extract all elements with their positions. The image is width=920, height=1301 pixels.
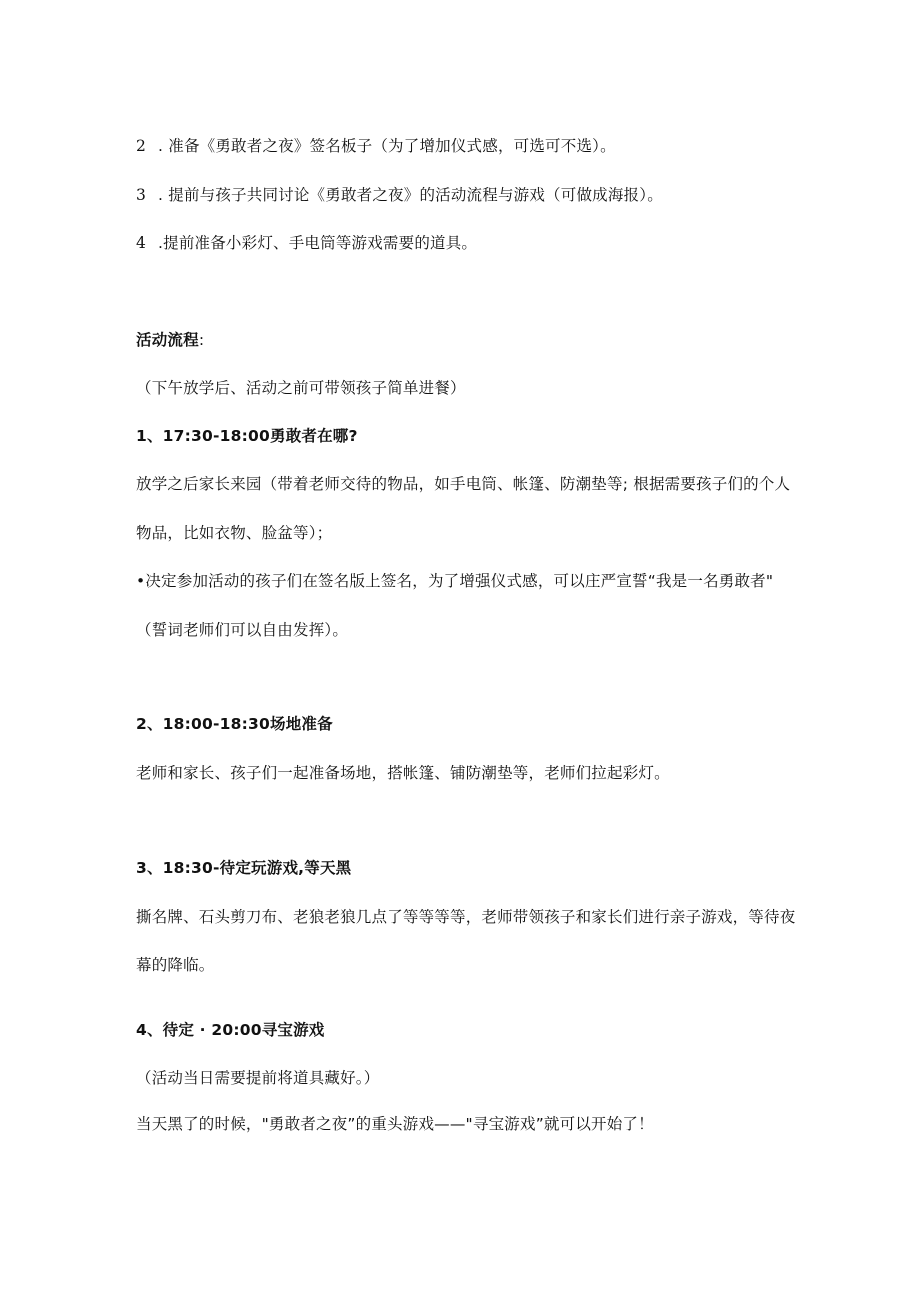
section-4-line-1: （活动当日需要提前将道具藏好。）	[136, 1069, 380, 1087]
prep-item-text: .提前准备小彩灯、手电筒等游戏需要的道具。	[158, 234, 478, 252]
flow-title	[136, 330, 204, 350]
flow-title-suffix: :	[198, 331, 205, 349]
prep-item-number: 3	[136, 186, 147, 204]
prep-item-text: . 准备《勇敢者之夜》签名板子（为了增加仪式感，可选可不选）。	[158, 137, 616, 155]
section-3-line-1: 撕名牌、石头剪刀布、老狼老狼几点了等等等等，老师带领孩子和家长们进行亲子游戏，等待夜	[136, 908, 796, 926]
prep-item-2	[136, 136, 616, 156]
flow-note: （下午放学后、活动之前可带领孩子简单进餐）	[136, 379, 466, 397]
section-1-line-2: 物品，比如衣物、脸盆等）；	[136, 524, 333, 542]
prep-item-3	[136, 185, 663, 205]
prep-item-4	[136, 233, 477, 253]
prep-item-number: 4	[136, 234, 147, 252]
prep-item-number: 2	[136, 137, 147, 155]
section-heading-1: 1、17:30-18:00勇敢者在哪?	[136, 427, 358, 445]
section-heading-2: 2、18:00-18:30场地准备	[136, 715, 333, 733]
section-2-line-1: 老师和家长、孩子们一起准备场地，搭帐篷、铺防潮垫等，老师们拉起彩灯。	[136, 764, 670, 782]
section-3-line-2: 幕的降临。	[136, 956, 215, 974]
flow-title-text: 活动流程	[136, 331, 199, 349]
section-1-line-1: 放学之后家长来园（带着老师交待的物品，如手电筒、帐篷、防潮垫等; 根据需要孩子们的个人	[136, 475, 791, 493]
section-heading-3: 3、18:30-待定玩游戏,等天黑	[136, 859, 352, 877]
section-4-line-2: 当天黑了的时候，"勇敢者之夜”的重头游戏——"寻宝游戏”就可以开始了！	[136, 1115, 654, 1133]
section-1-line-3: •决定参加活动的孩子们在签名版上签名，为了增强仪式感，可以庄严宣誓“我是一名勇敢者"	[136, 572, 774, 590]
prep-item-text: . 提前与孩子共同讨论《勇敢者之夜》的活动流程与游戏（可做成海报）。	[158, 186, 663, 204]
section-heading-4: 4、待定 · 20:00寻宝游戏	[136, 1021, 325, 1039]
section-1-line-4: （誓词老师们可以自由发挥）。	[136, 621, 349, 639]
